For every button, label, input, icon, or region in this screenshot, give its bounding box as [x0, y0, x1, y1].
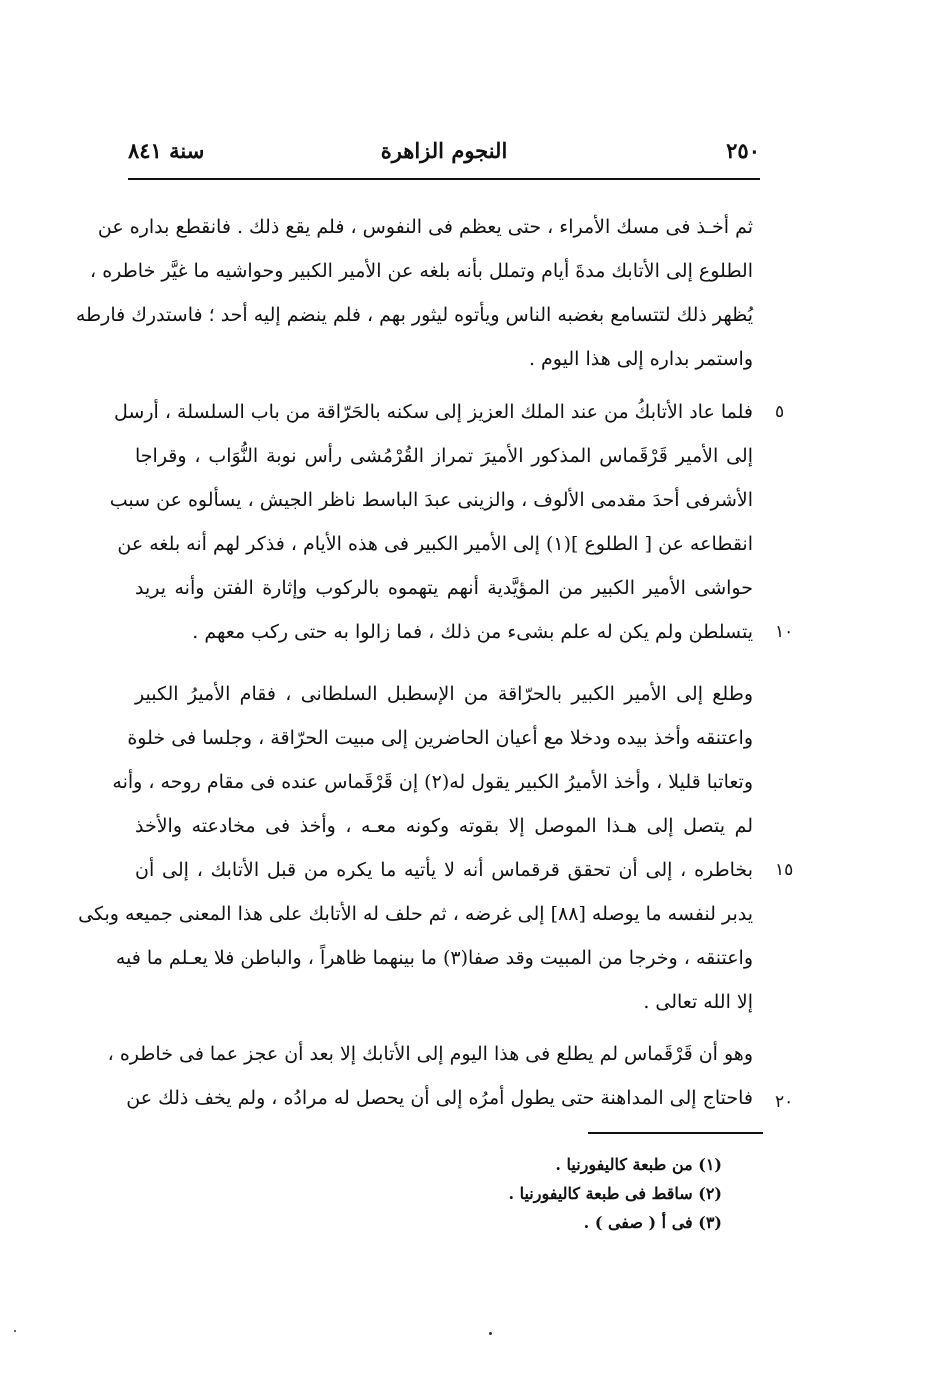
- paragraph-4: [107, 1032, 753, 1120]
- text-line: حواشى الأمير الكبير من المؤيَّدية أنهم يتهموه بالركوب وإثارة الفتن وأنه يريد: [135, 577, 753, 599]
- scan-speck: [14, 1330, 16, 1332]
- footnote-rule: [588, 1132, 763, 1134]
- text-line: إلا الله تعالى .: [643, 991, 753, 1013]
- text-line: إلى الأمير قَرْقَماس المذكور الأميرَ تمراز القُرْمُشى رأس نوبة النُّوَاب ، وقراجا: [135, 445, 753, 467]
- text-line: واستمر بداره إلى هذا اليوم .: [528, 348, 753, 370]
- line-number-10: ١٠: [775, 622, 794, 642]
- text-line: وتعاتبا قليلا ، وأخذ الأميرُ الكبير يقول له(٢) إن قَرْقَماس عنده فى مقام روحه ، وأنه: [112, 771, 753, 793]
- text-line: انقطاعه عن [ الطلوع ](١) إلى الأمير الكبير فى هذه الأيام ، فذكر لهم أنه بلغه عن: [117, 533, 753, 555]
- text-line: يدبر لنفسه ما يوصله [٨٨] إلى غرضه ، ثم حلف له الأتابك على هذا المعنى جميعه وبكى: [78, 903, 753, 925]
- text-line: الطلوع إلى الأتابك مدةَ أيام وتملل بأنه بلغه عن الأمير الكبير وحواشيه ما غيَّر خاطره ،: [90, 260, 753, 282]
- footnote-2: (٢) ساقط فى طبعة كاليفورنيا .: [508, 1184, 722, 1203]
- header-year: سنة ٨٤١: [128, 138, 205, 163]
- paragraph-1: [75, 205, 753, 381]
- page-header: [128, 138, 760, 178]
- text-line: بخاطره ، إلى أن تحقق قرقماس أنه لا يأتيه ما يكره من قبل الأتابك ، إلى أن: [135, 859, 753, 881]
- line-number-15: ١٥: [775, 860, 794, 880]
- line-number-20: ٢٠: [775, 1092, 794, 1112]
- paragraph-2: [109, 390, 753, 654]
- text-line: يُظهر ذلك لتتسامع بغضبه الناس ويأتوه ليثور بهم ، فلم ينضم إليه أحد ؛ فاستدرك فارطه: [75, 304, 753, 326]
- text-line: الأشرفى أحدَ مقدمى الألوف ، والزينى عبدَ الباسط ناظر الجيش ، يسألوه عن سبب: [109, 489, 753, 511]
- text-line: وهو أن قَرْقَماس لم يطلع فى هذا اليوم إلى الأتابك إلا بعد أن عجز عما فى خاطره ،: [107, 1043, 753, 1065]
- text-line: فلما عاد الأتابكُ من عند الملك العزيز إلى سكنه بالحَرّاقة من باب السلسلة ، أرسل: [114, 401, 753, 423]
- footnote-3: (٣) فى أ ( صفى ) .: [583, 1213, 722, 1232]
- text-line: يتسلطن ولم يكن له علم بشىء من ذلك ، فما زالوا به حتى ركب معهم .: [192, 621, 753, 643]
- text-line: واعتنقه وأخذ بيده ودخلا مع أعيان الحاضرين إلى مبيت الحرّاقة ، وجلسا فى خلوة: [127, 727, 753, 749]
- line-number-5: ٥: [775, 402, 785, 422]
- text-line: فاحتاج إلى المداهنة حتى يطول أمرُه إلى أن يحصل له مرادُه ، ولم يخف ذلك عن: [126, 1087, 753, 1109]
- header-rule: [128, 178, 760, 180]
- running-title: النجوم الزاهرة: [380, 138, 508, 163]
- footnote-1: (١) من طبعة كاليفورنيا .: [555, 1155, 722, 1174]
- text-line: ثم أخـذ فى مسك الأمراء ، حتى يعظم فى النفوس ، فلم يقع ذلك . فانقطع بداره عن: [97, 216, 753, 238]
- paragraph-3: [78, 672, 753, 1024]
- scan-speck: [489, 1332, 492, 1335]
- text-line: واعتنقه ، وخرجا من المبيت وقد صفا(٣) ما بينهما ظاهراً ، والباطن فلا يعـلم ما فيه: [115, 947, 753, 969]
- footnotes: [222, 1150, 722, 1237]
- page-number: ٢٥٠: [726, 138, 760, 163]
- text-line: وطلع إلى الأمير الكبير بالحرّاقة من الإسطبل السلطانى ، فقام الأميرُ الكبير: [135, 683, 753, 705]
- text-line: لم يتصل إلى هـذا الموصل إلا بقوته وكونه معـه ، وأخذ فى مخادعته والأخذ: [135, 815, 753, 837]
